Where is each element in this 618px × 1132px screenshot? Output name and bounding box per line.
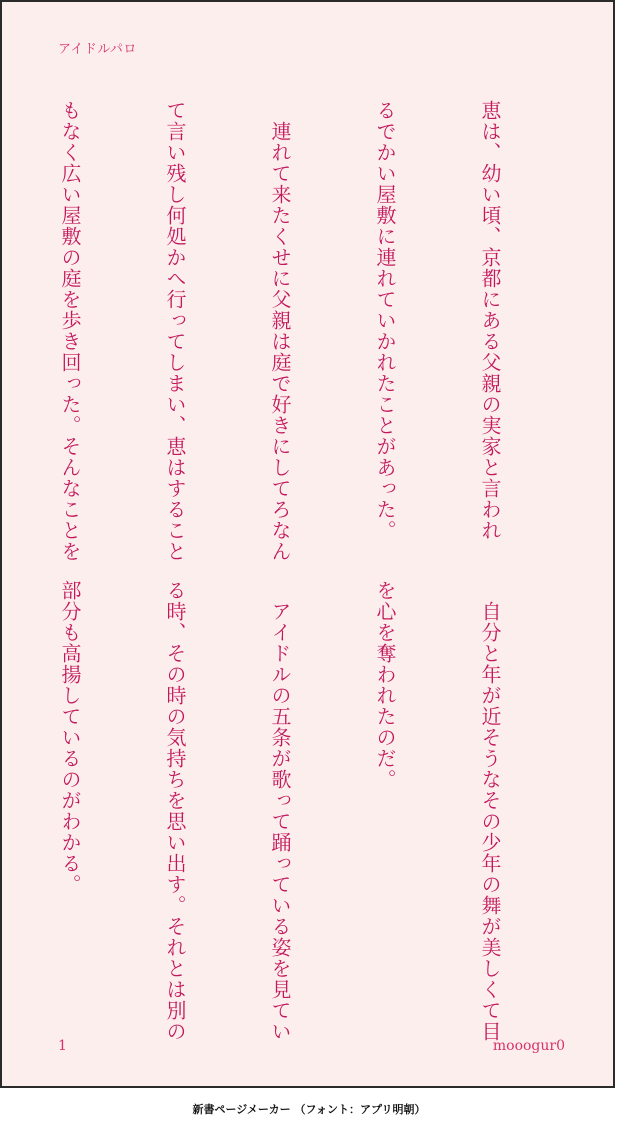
text-line: るでかい屋敷に連れていかれたことがあった。 <box>373 100 397 541</box>
text-block-top <box>0 100 577 560</box>
author-name: mooogur0 <box>492 1038 565 1054</box>
text-line: 恵は、幼い頃、京都にある父親の実家と言われ <box>478 100 502 541</box>
text-line: を心を奪われたのだ。 <box>373 580 397 790</box>
page-header-title: アイドルパロ <box>58 42 137 57</box>
text-line: アイドルの五条が歌って踊っている姿を見てい <box>268 580 292 1042</box>
text-line: もなく広い屋敷の庭を歩き回った。そんなことを <box>58 100 82 562</box>
text-line: 自分と年が近そうなその少年の舞が美しくて目 <box>478 580 502 1042</box>
page-number: 1 <box>58 1038 67 1054</box>
text-line: 連れて来たくせに父親は庭で好きにしてろなん <box>268 100 292 562</box>
generator-credit: 新書ページメーカー （フォント：アプリ明朝） <box>192 1103 426 1116</box>
text-line: て言い残し何処かへ行ってしまい、恵はすること <box>163 100 187 562</box>
text-block-bottom <box>0 580 577 1050</box>
text-line: る時、その時の気持ちを思い出す。それとは別の <box>163 580 187 1042</box>
text-line: 部分も高揚しているのがわかる。 <box>58 580 82 895</box>
